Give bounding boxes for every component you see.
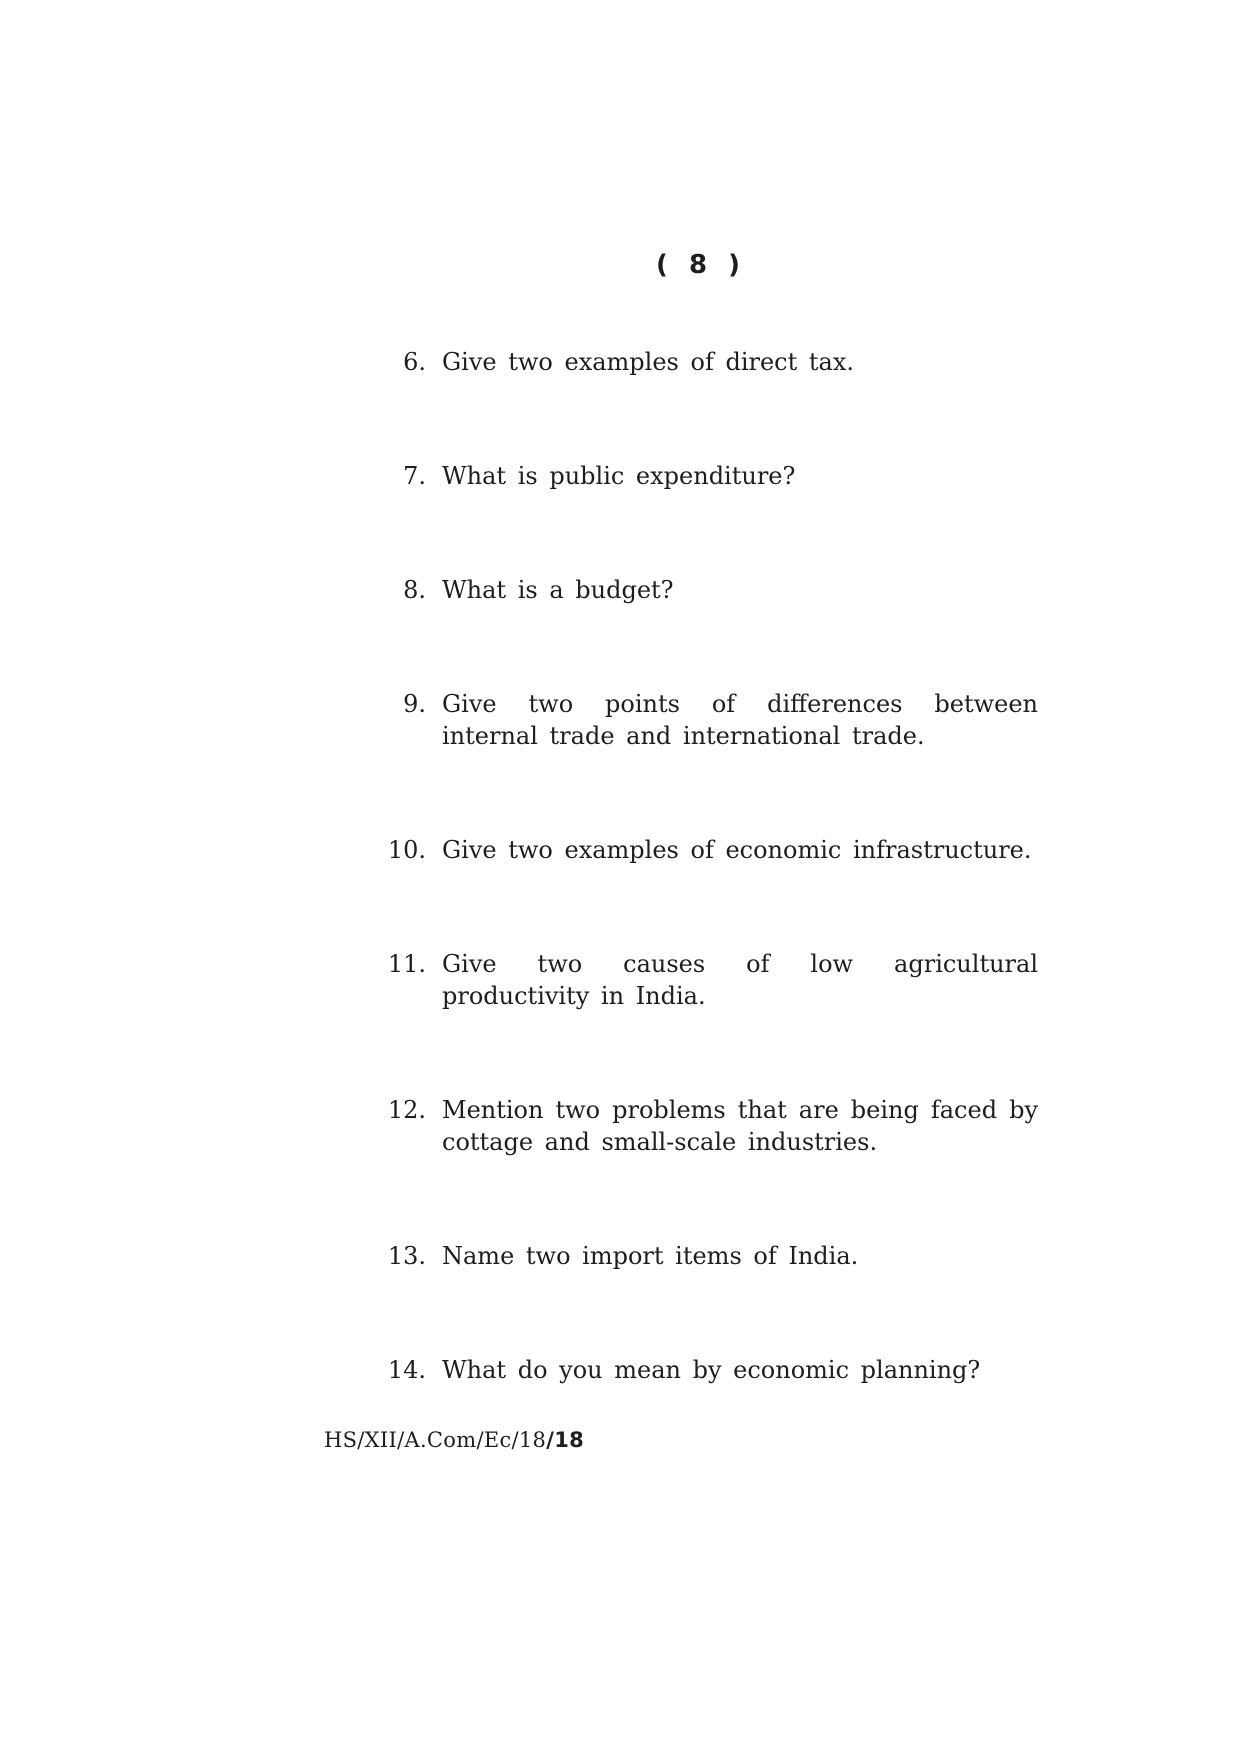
question-text: What is a budget? [442, 576, 674, 604]
question-number: 9. [403, 690, 426, 718]
question-text: What is public expenditure? [442, 462, 796, 490]
question-number: 10. [387, 836, 426, 864]
question-text: Give two causes of low agricultural productivity in India. [442, 950, 1038, 1010]
paper-code-suffix: /18 [546, 1428, 585, 1452]
question-number: 11. [387, 950, 426, 978]
question-text: Give two examples of economic infrastructure. [442, 836, 1032, 864]
question-text: Name two import items of India. [442, 1242, 859, 1270]
question-number: 8. [403, 576, 426, 604]
question-number: 13. [387, 1242, 426, 1270]
question-text: What do you mean by economic planning? [442, 1356, 981, 1384]
question-number: 7. [403, 462, 426, 490]
paper-code [324, 1428, 584, 1452]
question-text: Mention two problems that are being faced by cottage and small-scale industries. [442, 1096, 1038, 1156]
question-text: Give two examples of direct tax. [442, 348, 855, 376]
question-number: 14. [387, 1356, 426, 1384]
paper-code-prefix: HS/XII/A.Com/Ec/18 [324, 1428, 547, 1452]
question-number: 12. [387, 1096, 426, 1124]
question-number: 6. [403, 348, 426, 376]
page-number: ( 8 ) [656, 250, 746, 280]
question-text: Give two points of differences between internal trade and international trade. [442, 690, 1038, 750]
